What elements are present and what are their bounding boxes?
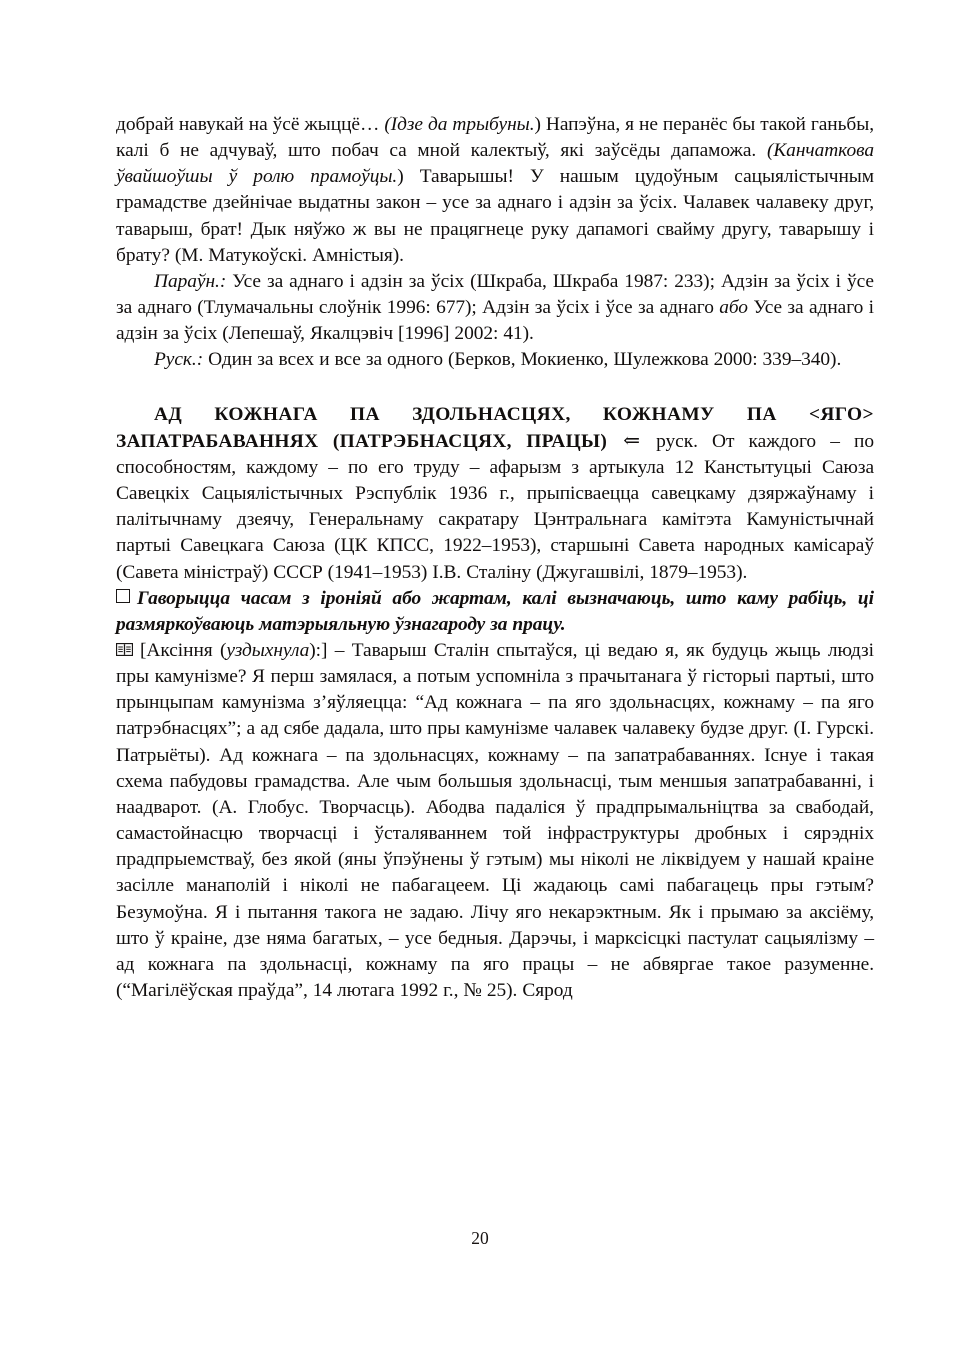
text-run-italic-stage-direction: уздыхнула [226, 639, 310, 661]
open-book-icon [116, 643, 133, 656]
page-number: 20 [471, 1228, 489, 1248]
text-run-italic: (Ідзе да трыбуны. [384, 114, 535, 135]
text-run: Один за всех и все за одного (Берков, Мокиенко, Шулежкова 2000: 339–340). [203, 349, 842, 371]
origin-language-label: руск. [656, 430, 698, 452]
label-paraun: Параўн.: [154, 270, 227, 292]
text-run-italic-abo: або [719, 297, 748, 319]
dictionary-entry [116, 402, 874, 1005]
text-run: ):] – Таварыш Сталін спытаўся, ці ведаю я, як будуць жыць людзі пры камунізме? Я перш замялася, а потым успомніла з прачытанага ў гісторыі партыі, што прынцыпам камунізма з’яўляецца: “Ад кожнага – па яго здольнасцях, кожнаму – па яго патрэбнасцях”; а ад сябе дадала, што пры камунізме чалавек чалавеку будзе друг. (І. Гурскі. Патрыёты). Ад кожнага – па здольнасцях, кожнаму – па запатрабаваннях. Існуе і такая схема пабудовы грамадства. Але чым большыя здольнасці, тым меншыя запатрабаванні, і наадварот. (А. Глобус. Творчасць). Абодва падаліся ў прадпрымальніцтва за свабодай, самастойнасцю творчасці і ўсталяваннем той інфраструктуры дробных і сярэдніх прадпрыемстваў, без якой (яны ўпэўнены ў гэтым) мы ніколі не ліквідуем у нашай краіне засілле манаполій і ніколі не пабагацеем. Ці жадаюць самі пабагацець пры гэтым? Безумоўна. Я і пытання такога не задаю. Лічу яго некарэктным. Як і прымаю за аксіёму, што ў краіне, дзе няма багатых, – усе бедныя. Дарэчы, і марксісцкі пастулат сацыялізму – ад кожнага па здольнасці, кожнаму па яго працы – не абвяргае такое разуменне. (“Магілёўская праўда”, 14 лютага 1992 г., № 25). Сярод [116, 639, 874, 1001]
definition-text: Гаворыцца часам з іроніяй або жартам, калі вызначаюць, што каму рабіць, ці размяркоўваюць матэрыяльную ўзнагароду за працу. [116, 587, 874, 635]
open-square-bullet-icon [116, 589, 130, 603]
entry-headword-and-etymology [116, 402, 874, 586]
headword-line-2: ЗАПАТРАБАВАННЯХ (ПАТРЭБНАСЦЯХ, ПРАЦЫ) [116, 430, 608, 452]
paragraph-quotation-matukouski [116, 112, 874, 269]
etymology-text: От каждого – по способностям, каждому – по его труду – афарызм з артыкула 12 Канстытуцыі Саюза Савецкіх Сацыялістычных Рэспублік 1936 г., прыпісваецца савецкаму дзяржаўнаму і палітычнаму дзеячу, Генеральнаму сакратару Цэнтральнага камітэта Камуністычнай партыі Савецкага Саюза (ЦК КПСС, 1922–1953), старшыні Савета народных камісараў (Савета міністраў) СССР (1941–1953) І.В. Сталіну (Джугашвілі, 1879–1953). [116, 430, 874, 583]
text-run: ) Таварышы! У нашым цудоўным сацыялістычным грамадстве дзейнічае выдатны закон – усе за аднаго і адзін за ўсіх. Чалавек чалавеку друг, таварыш, брат! Дык няўжо ж вы не працягнеце руку дапамогі свайму другу, таварышу і брату? (М. Матукоўскі. Амністыя). [116, 166, 874, 266]
text-run: Усе за аднаго і адзін за ўсіх (Шкраба, Шкраба 1987: 233); Адзін за ўсіх і ўсе за аднаго (Тлумачальны слоўнік 1996: 677); Адзін за ўсіх і ўсе за аднаго [116, 270, 874, 319]
headword-line-1: АД КОЖНАГА ПА ЗДОЛЬНАСЦЯХ, КОЖНАМУ ПА <ЯГО> [154, 403, 874, 425]
text-run-italic: (Канчаткова ўвайшоўшы ў ролю прамоўцы. [116, 140, 874, 188]
text-run: Усе за аднаго і адзін за ўсіх (Лепешаў, Якалцэвіч [1996] 2002: 41). [116, 297, 874, 345]
paragraph-paraun-references [116, 269, 874, 347]
text-run: добрай навукай на ўсё жыццё… [116, 114, 385, 135]
label-rusk: Руск.: [154, 349, 204, 371]
page-text-column [116, 112, 874, 1004]
text-run: ) Напэўна, я не перанёс бы такой ганьбы, калі б не адчуваў, што побач са мной калектыў, які заўсёды дапаможа. [116, 114, 874, 162]
paragraph-rusk-references [116, 347, 874, 373]
entry-definition [116, 586, 874, 638]
entry-illustrations [116, 638, 874, 1004]
text-run: [Аксіння ( [140, 639, 227, 661]
leftwards-double-arrow-icon: ⇐ [623, 429, 640, 452]
